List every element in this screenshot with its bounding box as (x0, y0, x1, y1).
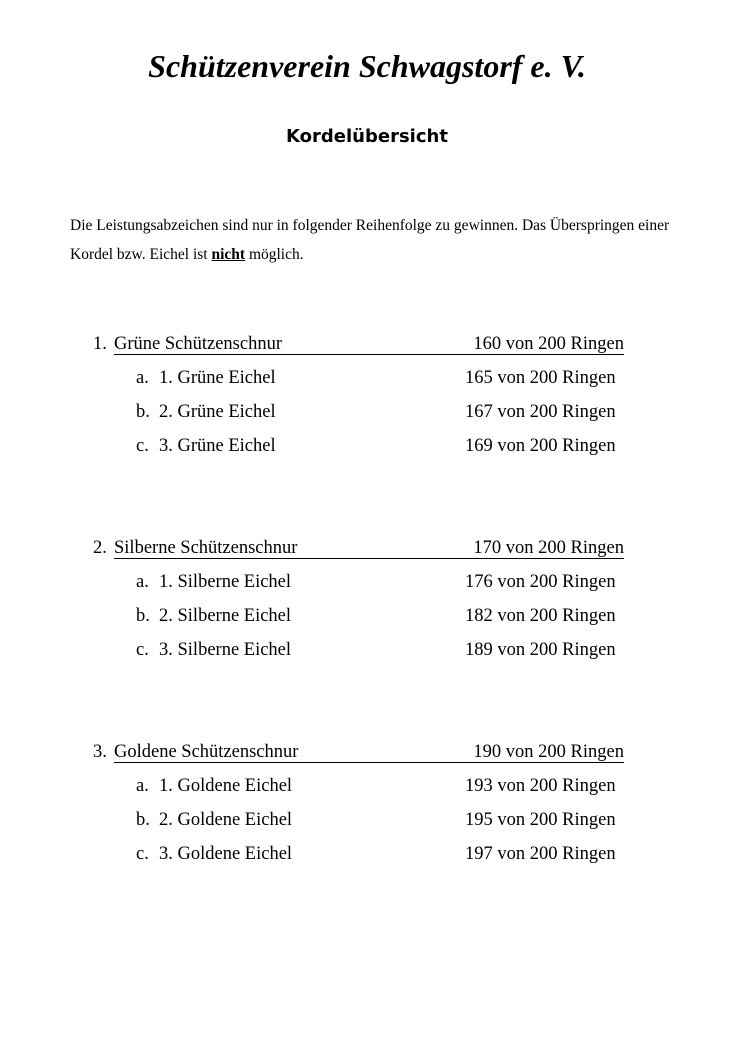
section-number: 2. (93, 538, 107, 558)
item-value: 169 von 200 Ringen (465, 436, 616, 456)
section-header (0, 331, 734, 357)
list-item (0, 841, 734, 867)
item-letter: a. (136, 776, 149, 796)
list-item (0, 637, 734, 663)
item-value: 195 von 200 Ringen (465, 810, 616, 830)
section-label: Silberne Schützenschnur (114, 538, 298, 558)
section-label: Grüne Schützenschnur (114, 334, 282, 354)
list-item (0, 399, 734, 425)
item-label: 2. Silberne Eichel (159, 606, 292, 626)
list-item (0, 365, 734, 391)
item-value: 193 von 200 Ringen (465, 776, 616, 796)
item-letter: b. (136, 402, 150, 422)
item-letter: a. (136, 572, 149, 592)
list-item (0, 603, 734, 629)
section-value: 170 von 200 Ringen (473, 538, 624, 558)
page-title: Schützenverein Schwagstorf e. V. (148, 48, 586, 84)
item-label: 3. Silberne Eichel (159, 640, 292, 660)
item-label: 2. Goldene Eichel (159, 810, 293, 830)
item-label: 2. Grüne Eichel (159, 402, 276, 422)
section-number: 3. (93, 742, 107, 762)
list-item (0, 807, 734, 833)
item-letter: c. (136, 436, 149, 456)
item-value: 176 von 200 Ringen (465, 572, 616, 592)
item-label: 3. Grüne Eichel (159, 436, 276, 456)
item-letter: c. (136, 640, 149, 660)
section-line (114, 535, 624, 559)
section-value: 190 von 200 Ringen (473, 742, 624, 762)
item-letter: a. (136, 368, 149, 388)
item-letter: b. (136, 810, 150, 830)
item-value: 165 von 200 Ringen (465, 368, 616, 388)
item-label: 3. Goldene Eichel (159, 844, 293, 864)
item-value: 189 von 200 Ringen (465, 640, 616, 660)
section-header (0, 535, 734, 561)
item-label: 1. Grüne Eichel (159, 368, 276, 388)
section-label: Goldene Schützenschnur (114, 742, 299, 762)
page-subtitle: Kordelübersicht (286, 126, 448, 147)
item-letter: b. (136, 606, 150, 626)
item-value: 197 von 200 Ringen (465, 844, 616, 864)
list-item (0, 773, 734, 799)
item-value: 167 von 200 Ringen (465, 402, 616, 422)
item-label: 1. Silberne Eichel (159, 572, 292, 592)
section-line (114, 739, 624, 763)
item-letter: c. (136, 844, 149, 864)
item-label: 1. Goldene Eichel (159, 776, 293, 796)
intro-emphasis: nicht (211, 246, 246, 263)
item-value: 182 von 200 Ringen (465, 606, 616, 626)
intro-text: Die Leistungsabzeichen sind nur in folgender Reihenfolge zu gewinnen. Das Überspringen einer Kordel bzw. Eichel ist (70, 217, 670, 263)
section-number: 1. (93, 334, 107, 354)
intro-paragraph (70, 211, 670, 269)
section-header (0, 739, 734, 765)
intro-text-end: möglich. (245, 246, 304, 263)
list-item (0, 433, 734, 459)
section-line (114, 331, 624, 355)
section-value: 160 von 200 Ringen (473, 334, 624, 354)
list-item (0, 569, 734, 595)
